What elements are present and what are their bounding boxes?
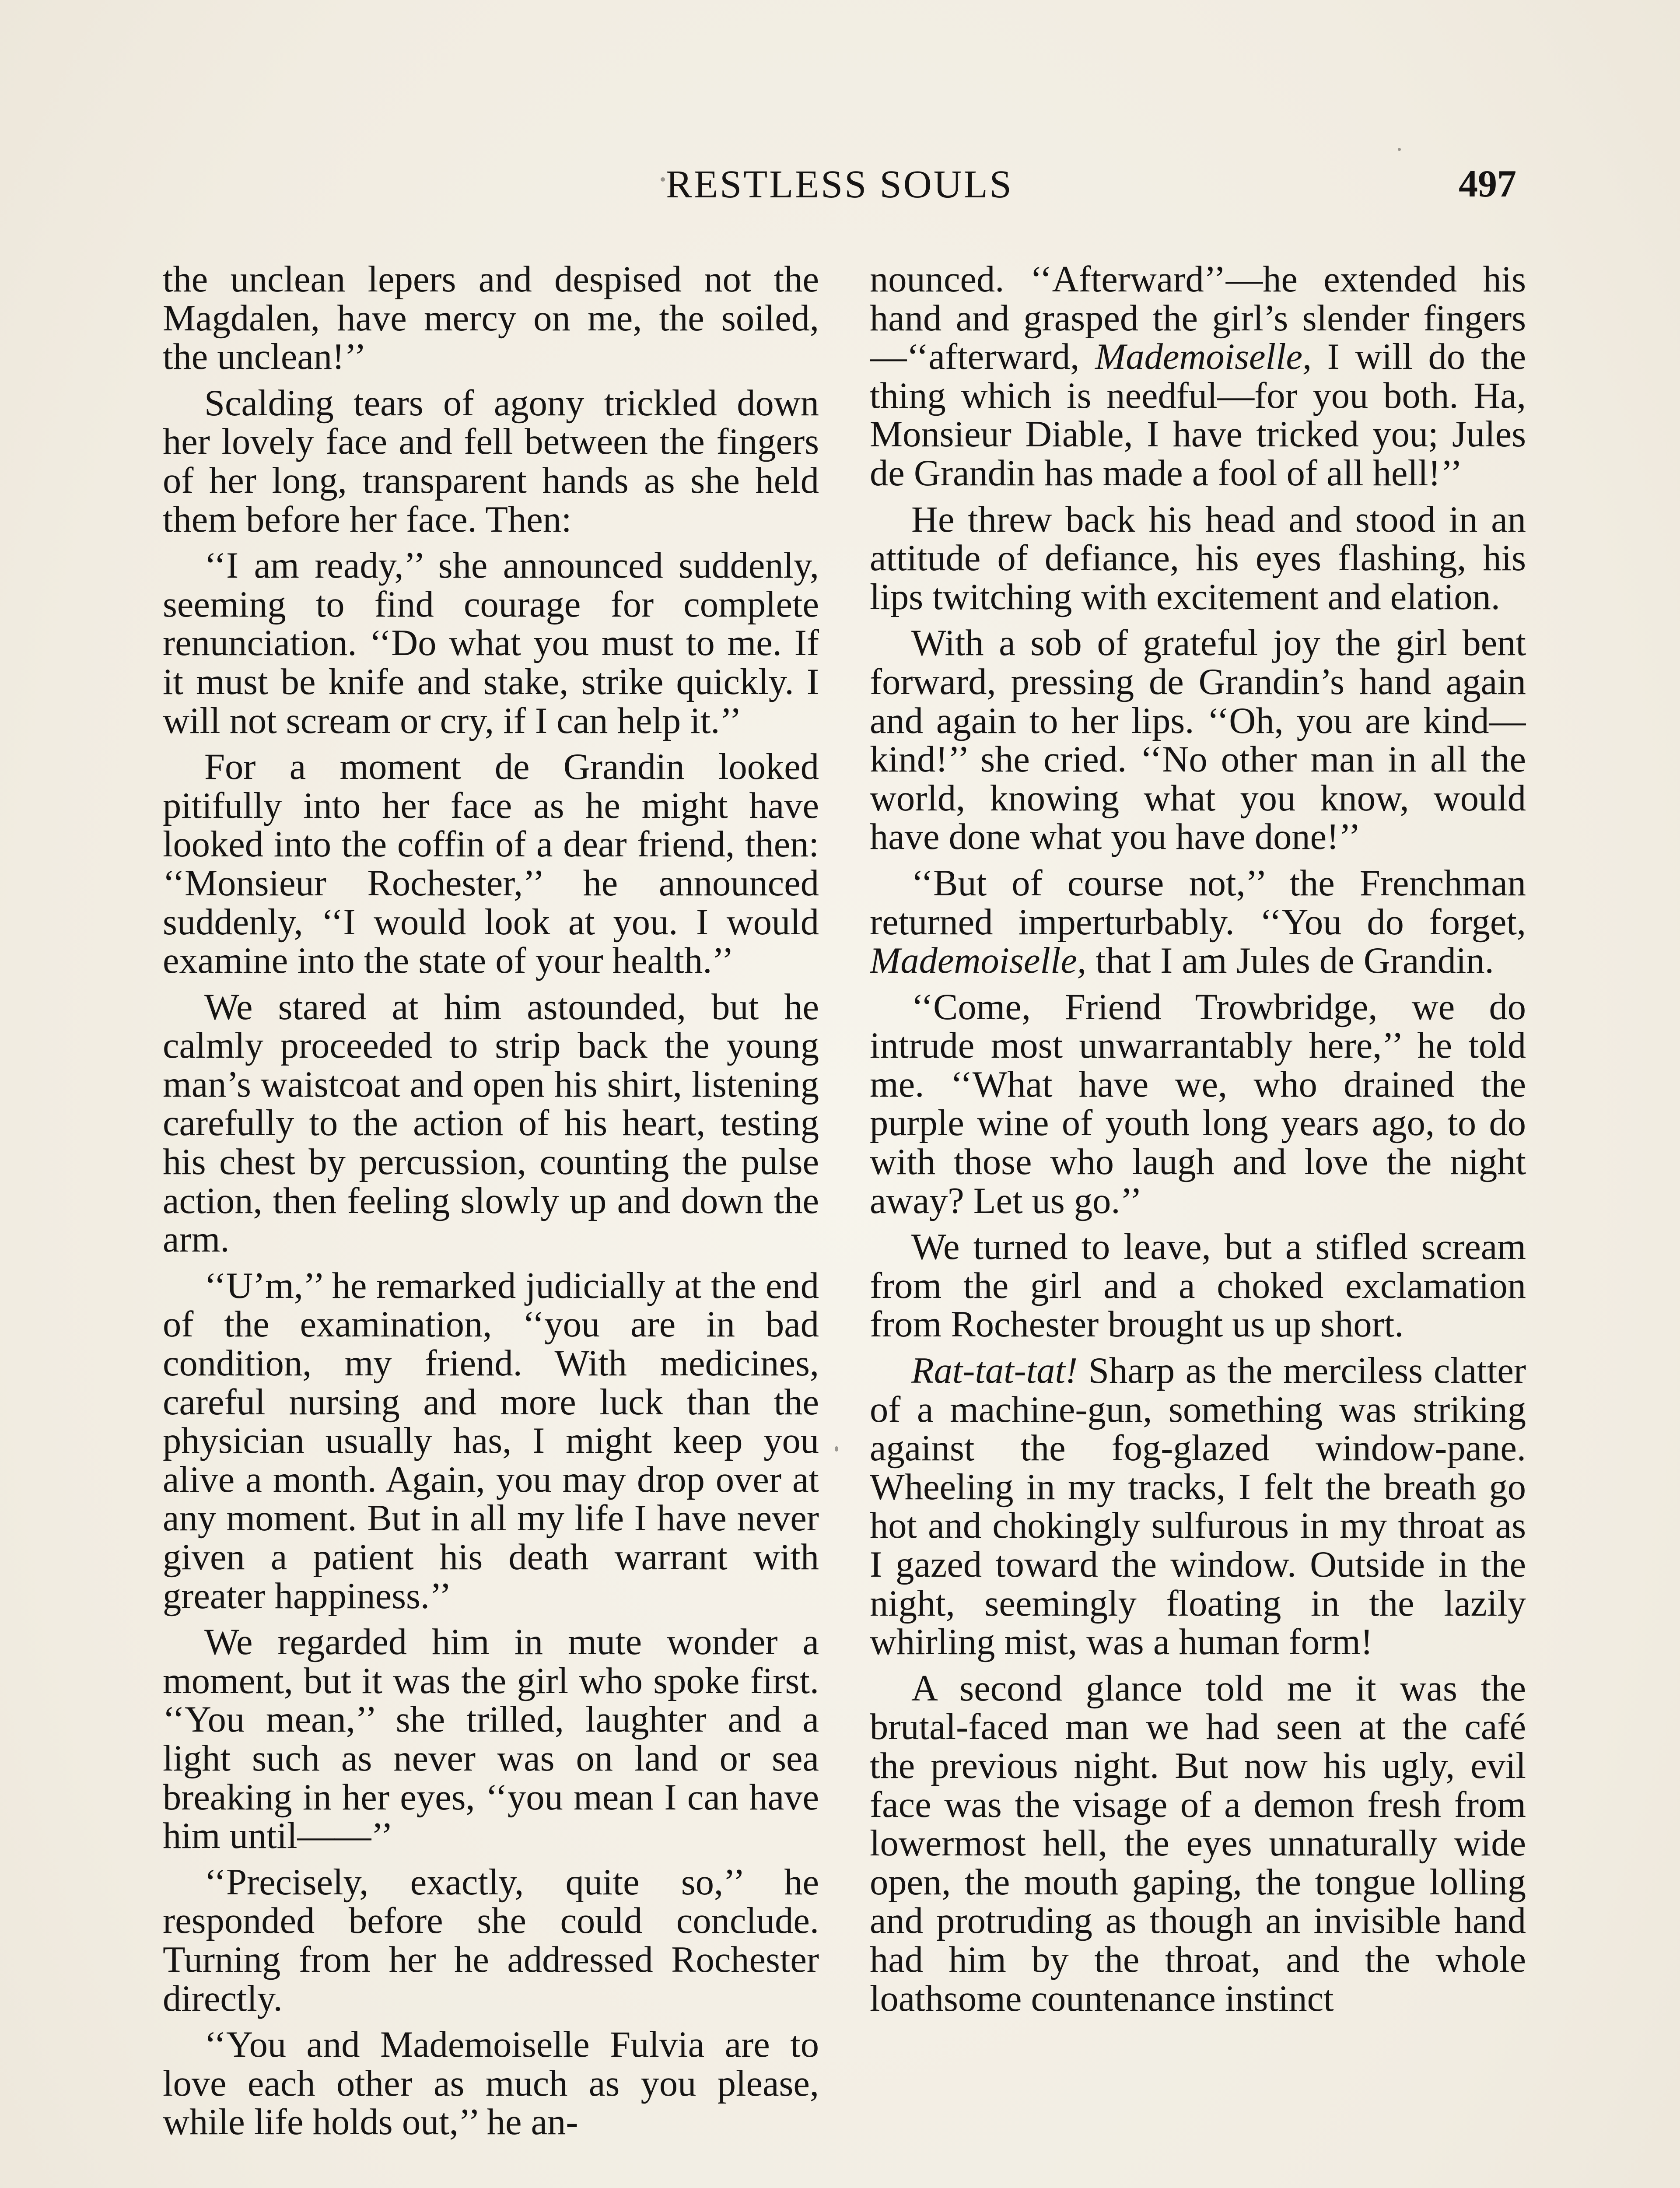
paragraph: We turned to leave, but a stifled scream from the girl and a choked exclamation from Rochester brought us up short. bbox=[870, 1227, 1526, 1345]
right-column bbox=[870, 260, 1526, 2188]
paragraph: Scalding tears of agony trickled down her lovely face and fell between the fingers of her long, transparent hands as she held them before her face. Then: bbox=[163, 382, 819, 540]
paragraph: ‘‘I am ready,’’ she announced suddenly, seeming to find courage for complete renunciation. ‘‘Do what you must to me. If it must be knife and stake, strike quickly. I will not scream or cry, if I can help it.’’ bbox=[163, 545, 819, 741]
paragraph: He threw back his head and stood in an attitude of defiance, his eyes flashing, his lips twitching with excitement and elation. bbox=[870, 499, 1526, 617]
paragraph bbox=[870, 864, 1526, 981]
left-column bbox=[163, 260, 819, 2188]
paragraph: A second glance told me it was the brutal-faced man we had seen at the café the previous night. But now his ugly, evil face was the visage of a demon fresh from lowermost hell, the eyes unnaturally wide open, the mouth gaping, the tongue lolling and protruding as though an invisible hand had him by the throat, and the whole loathsome countenance instinct bbox=[870, 1668, 1526, 2019]
running-header bbox=[163, 162, 1516, 210]
text-run: I will do the thing which is needful—for you both. Ha, Monsieur Diable, I have tricked you; Jules de Grandin has made a fool of all hell!’’ bbox=[870, 337, 1526, 494]
ink-speck bbox=[835, 1446, 838, 1452]
paragraph: With a sob of grateful joy the girl bent forward, pressing de Grandin’s hand again and again to her lips. ‘‘Oh, you are kind—kind!’’ she cried. ‘‘No other man in all the world, knowing what you know, would have done what you have done!’’ bbox=[870, 623, 1526, 858]
paragraph: the unclean lepers and despised not the Magdalen, have mercy on me, the soiled, the unclean!’’ bbox=[163, 260, 819, 378]
paragraph: ‘‘U’m,’’ he remarked judicially at the end of the examination, ‘‘you are in bad condition, my friend. With medicines, careful nursing and more luck than the physician usually has, I might keep you alive a month. Again, you may drop over at any moment. But in all my life I have never given a patient his death warrant with greater happiness.’’ bbox=[163, 1265, 819, 1616]
ink-speck bbox=[1398, 148, 1401, 151]
paragraph bbox=[870, 260, 1526, 493]
paragraph: ‘‘Come, Friend Trowbridge, we do intrude most unwarrantably here,’’ he told me. ‘‘What have we, who drained the purple wine of youth long years ago, to do with those who laugh and love the night away? Let us go.’’ bbox=[870, 986, 1526, 1221]
paragraph: ‘‘You and Mademoiselle Fulvia are to love each other as much as you please, while life holds out,’’ he an- bbox=[163, 2024, 819, 2143]
paragraph: ‘‘Precisely, exactly, quite so,’’ he responded before she could conclude. Turning from her he addressed Rochester directly. bbox=[163, 1862, 819, 2019]
paragraph: We stared at him astounded, but he calmly proceeded to strip back the young man’s waistcoat and open his shirt, listening carefully to the action of his heart, testing his chest by percussion, counting the pulse action, then feeling slowly up and down the arm. bbox=[163, 986, 819, 1260]
paragraph: For a moment de Grandin looked pitifully into her face as he might have looked into the coffin of a dear friend, then: ‘‘Monsieur Rochester,’’ he announced suddenly, ‘‘I would look at you. I would examine into the state of your health.’’ bbox=[163, 747, 819, 982]
text-run: nounced. ‘‘Afterward’’—he extended his hand and grasped the girl’s slender fingers—‘‘afterward, bbox=[870, 260, 1526, 378]
italic-text: Rat-tat-tat! bbox=[911, 1350, 1078, 1392]
text-run: Sharp as the merciless clatter of a machine-gun, something was striking against the fog-glazed window-pane. Wheeling in my tracks, I felt the breath go hot and chokingly sulfurous in my throat as I gazed toward the window. Outside in the night, seemingly floating in the lazily whirling mist, was a human form! bbox=[870, 1350, 1526, 1663]
ink-speck bbox=[661, 177, 665, 182]
paragraph bbox=[870, 1352, 1526, 1662]
text-run: that I am Jules de Grandin. bbox=[1086, 940, 1494, 982]
italic-text: Mademoiselle, bbox=[1095, 337, 1312, 378]
running-title: RESTLESS SOULS bbox=[666, 163, 1013, 206]
text-run: ‘‘But of course not,’’ the Frenchman returned imperturbably. ‘‘You do forget, bbox=[870, 863, 1526, 943]
paragraph: We regarded him in mute wonder a moment, but it was the girl who spoke first. ‘‘You mean,’’ she trilled, laughter and a light such as never was on land or sea breaking in her eyes, ‘‘you mean I can have him until——’’ bbox=[163, 1622, 819, 1857]
page-number: 497 bbox=[1459, 163, 1516, 205]
italic-text: Mademoiselle, bbox=[870, 940, 1087, 982]
